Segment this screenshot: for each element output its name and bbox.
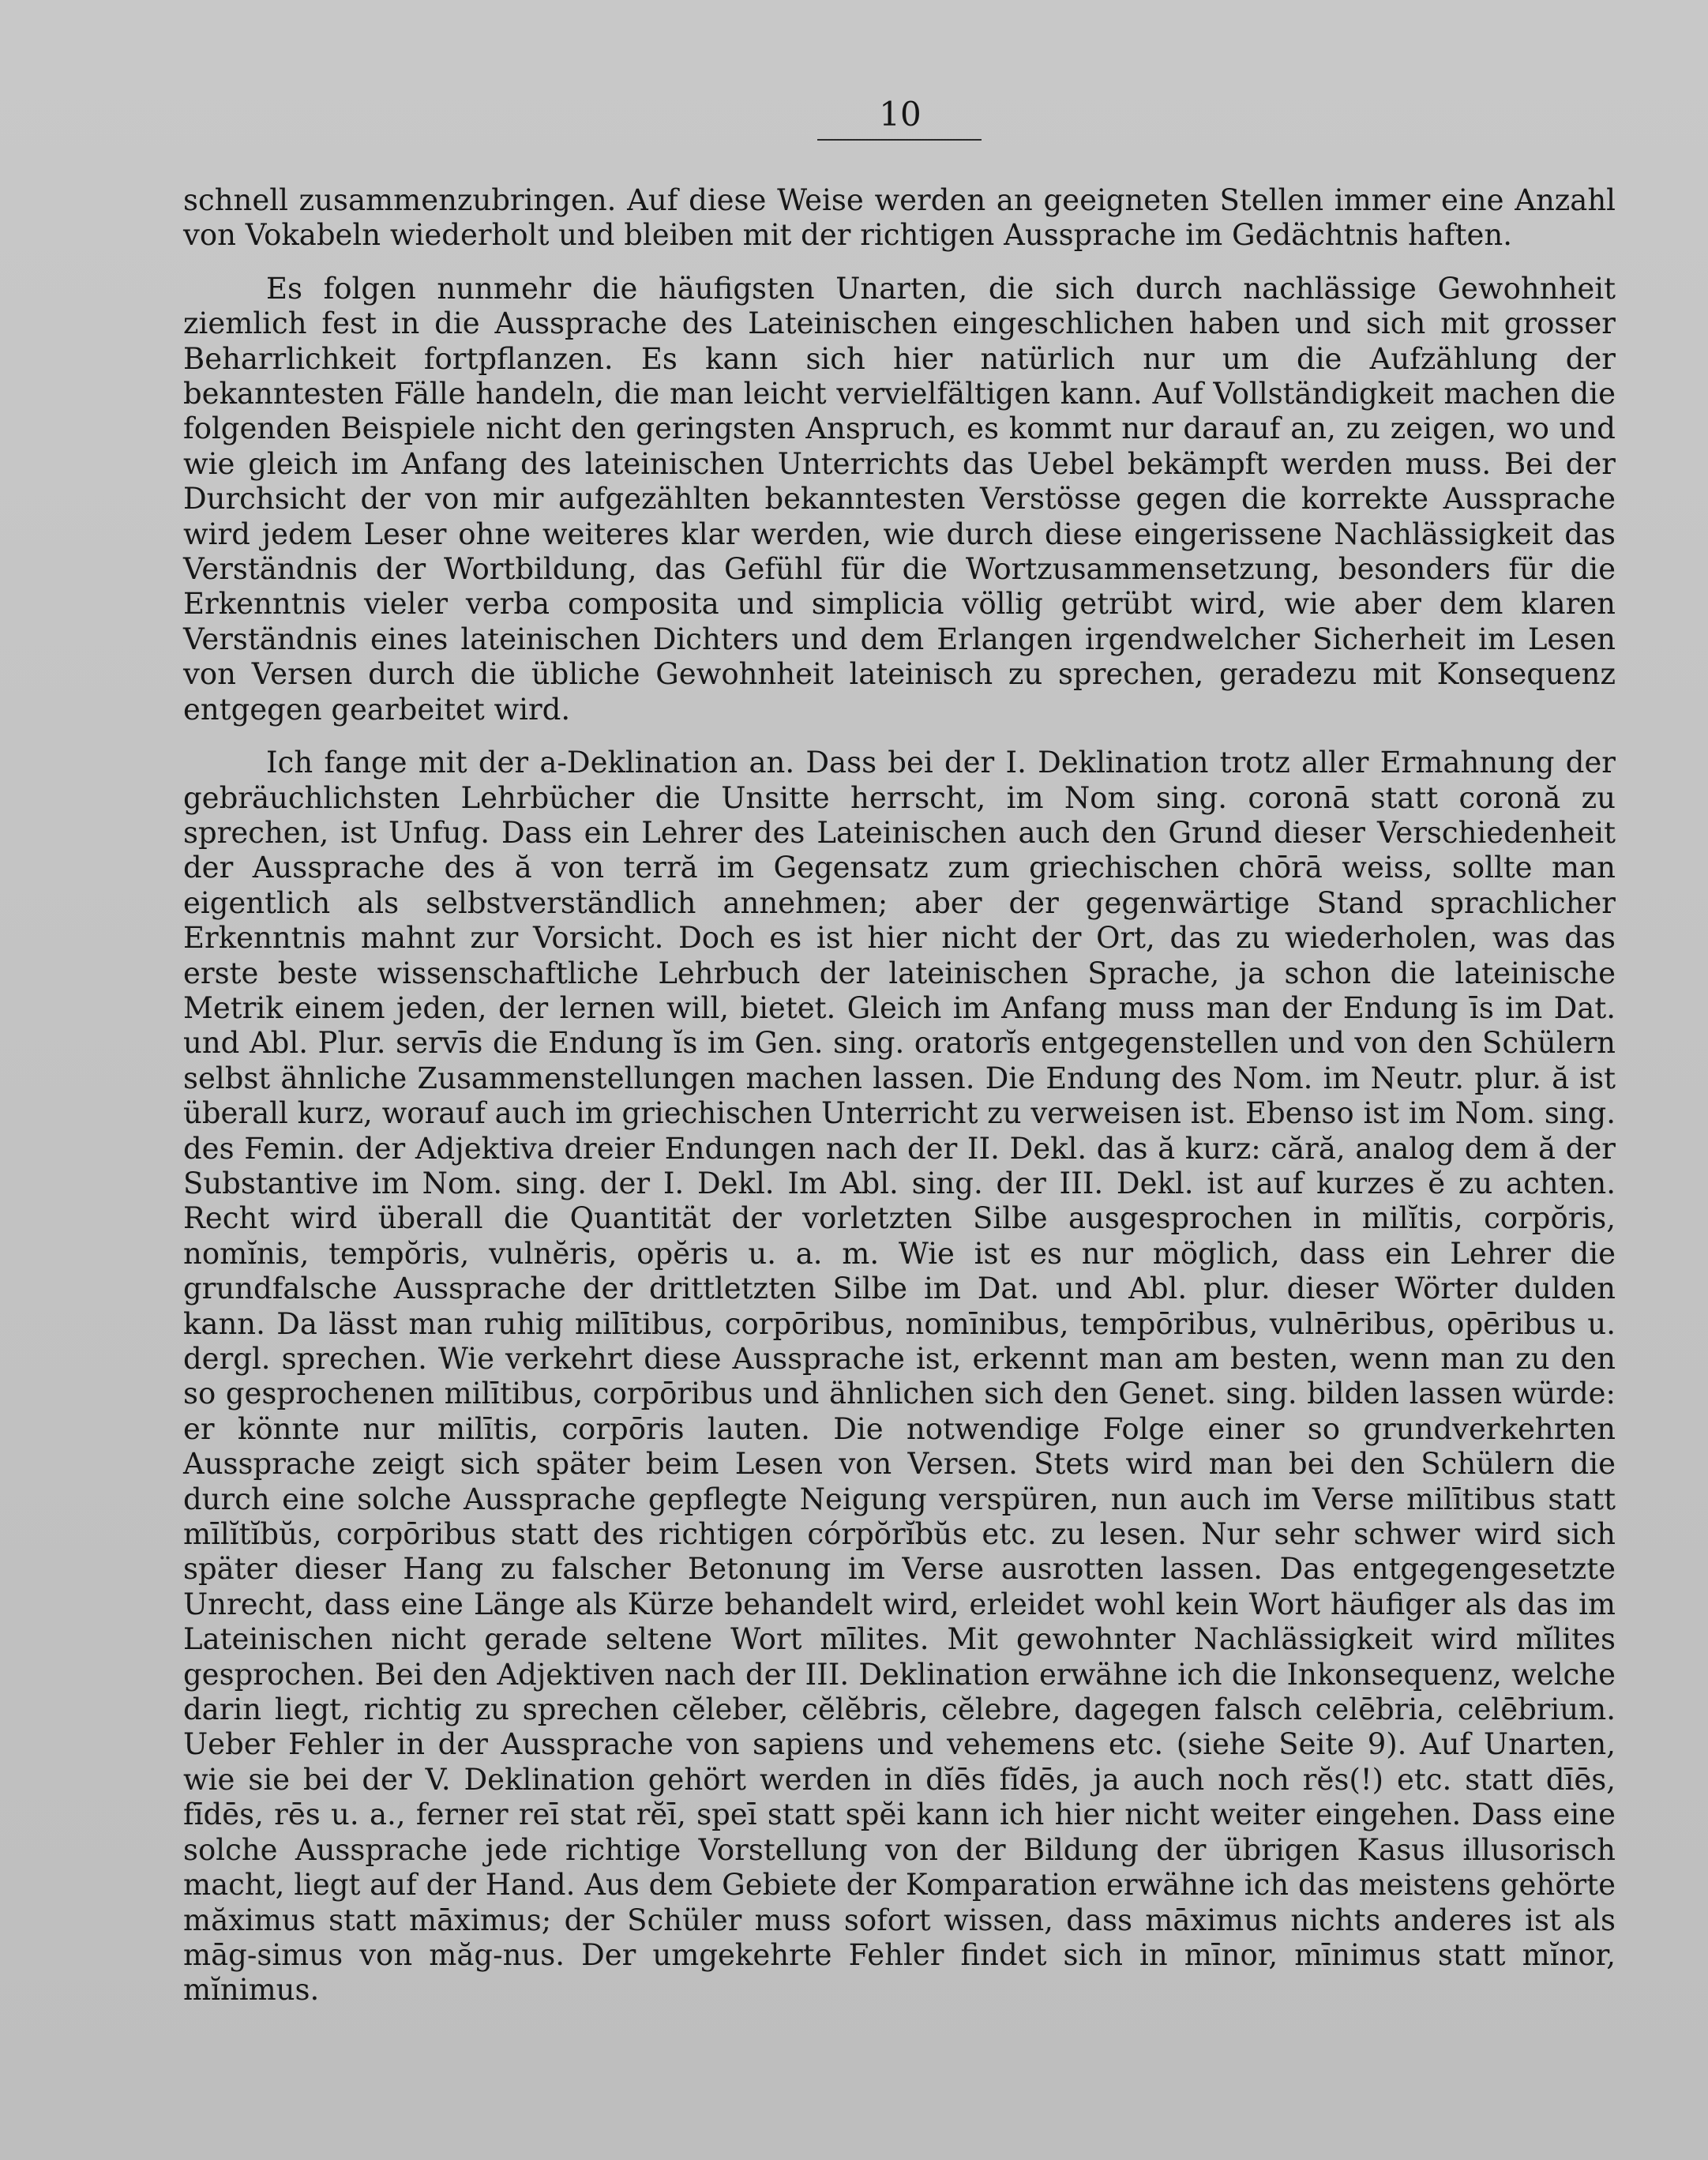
paragraph-2: Es folgen nunmehr die häufigsten Unarten, die sich durch nachlässige Gewohnheit ziemlich fest in die Aussprache des Lateinischen eingeschlichen haben und sich mit grosser Beharrlichkeit fortpflanzen. Es kann sich hier natürlich nur um die Aufzählung der bekanntesten Fälle handeln, die man leicht vervielfältigen kann. Auf Vollständigkeit machen die folgenden Beispiele nicht den geringsten Anspruch, es kommt nur darauf an, zu zeigen, wo und wie gleich im Anfang des lateinischen Unterrichts das Uebel bekämpft werden muss. Bei der Durchsicht der von mir aufgezählten bekanntesten Verstösse gegen die korrekte Aussprache wird jedem Leser ohne weiteres klar werden, wie durch diese eingerissene Nachlässigkeit das Verständnis der Wortbildung, das Gefühl für die Wortzusammensetzung, besonders für die Erkenntnis vieler verba composita und simplicia völlig getrübt wird, wie aber dem klaren Verständnis eines lateinischen Dichters und dem Erlangen irgendwelcher Sicherheit im Lesen von Versen durch die übliche Gewohnheit lateinisch zu sprechen, geradezu mit Konsequenz entgegen gearbeitet wird. — [183, 271, 1616, 727]
page-number-rule — [817, 139, 982, 141]
page-number: 10 — [879, 95, 922, 133]
paragraph-3: Ich fange mit der a-Deklination an. Dass bei der I. Deklination trotz aller Ermahnung der gebräuchlichsten Lehrbücher die Unsitte herrscht, im Nom sing. coronā statt coronă zu sprechen, ist Unfug. Dass ein Lehrer des Lateinischen auch den Grund dieser Verschiedenheit der Aussprache des ă von terră im Gegensatz zum griechischen chōrā weiss, sollte man eigentlich als selbstverständlich annehmen; aber der gegenwärtige Stand sprachlicher Erkenntnis mahnt zur Vorsicht. Doch es ist hier nicht der Ort, das zu wiederholen, was das erste beste wissenschaftliche Lehrbuch der lateinischen Sprache, ja schon die lateinische Metrik einem jeden, der lernen will, bietet. Gleich im Anfang muss man der Endung īs im Dat. und Abl. Plur. servīs die Endung ĭs im Gen. sing. oratorĭs entgegenstellen und von den Schülern selbst ähnliche Zusammenstellungen machen lassen. Die Endung des Nom. im Neutr. plur. ă ist überall kurz, worauf auch im griechischen Unterricht zu verweisen ist. Ebenso ist im Nom. sing. des Femin. der Adjektiva dreier Endungen nach der II. Dekl. das ă kurz: cără, analog dem ă der Substantive im Nom. sing. der I. Dekl. Im Abl. sing. der III. Dekl. ist auf kurzes ĕ zu achten. Recht wird überall die Quantität der vorletzten Silbe ausgesprochen in milĭtis, corpŏris, nomĭnis, tempŏris, vulnĕris, opĕris u. a. m. Wie ist es nur möglich, dass ein Lehrer die grundfalsche Aussprache der drittletzten Silbe im Dat. und Abl. plur. dieser Wörter dulden kann. Da lässt man ruhig milītibus, corpōribus, nomīnibus, tempōribus, vulnēribus, opēribus u. dergl. sprechen. Wie verkehrt diese Aussprache ist, erkennt man am besten, wenn man zu den so gesprochenen milītibus, corpōribus und ähnlichen sich den Genet. sing. bilden lassen würde: er könnte nur milītis, corpōris lauten. Die notwendige Folge einer so grundverkehrten Aussprache zeigt sich später beim Lesen von Versen. Stets wird man bei den Schülern die durch eine solche Aussprache gepflegte Neigung verspüren, nun auch im Verse milītibus statt mīlĭtĭbŭs, corpōribus statt des richtigen córpŏrĭbŭs etc. zu lesen. Nur sehr schwer wird sich später dieser Hang zu falscher Betonung im Verse ausrotten lassen. Das entgegengesetzte Unrecht, dass eine Länge als Kürze behandelt wird, erleidet wohl kein Wort häufiger als das im Lateinischen nicht gerade seltene Wort mīlites. Mit gewohnter Nachlässigkeit wird mĭlites gesprochen. Bei den Adjektiven nach der III. Deklination erwähne ich die Inkonsequenz, welche darin liegt, richtig zu sprechen cĕleber, cĕlĕbris, cĕlebre, dagegen falsch celēbria, celēbrium. Ueber Fehler in der Aussprache von sapiens und vehemens etc. (siehe Seite 9). Auf Unarten, wie sie bei der V. Deklination gehört werden in dĭēs fĭdēs, ja auch noch rĕs(!) etc. statt dīēs, fīdēs, rēs u. a., ferner reī stat rĕī, speī statt spĕi kann ich hier nicht weiter eingehen. Dass eine solche Aussprache jede richtige Vorstellung von der Bildung der übrigen Kasus illusorisch macht, liegt auf der Hand. Aus dem Gebiete der Komparation erwähne ich das meistens gehörte măximus statt māximus; der Schüler muss sofort wissen, dass māximus nichts anderes ist als māg-simus von măg-nus. Der umgekehrte Fehler findet sich in mīnor, mīnimus statt mĭnor, mĭnimus. — [183, 746, 1616, 2008]
paragraph-1: schnell zusammenzubringen. Auf diese Weise werden an geeigneten Stellen immer eine Anzahl von Vokabeln wiederholt und bleiben mit der richtigen Aussprache im Gedächtnis haften. — [183, 183, 1616, 253]
body-text — [183, 183, 1616, 2008]
